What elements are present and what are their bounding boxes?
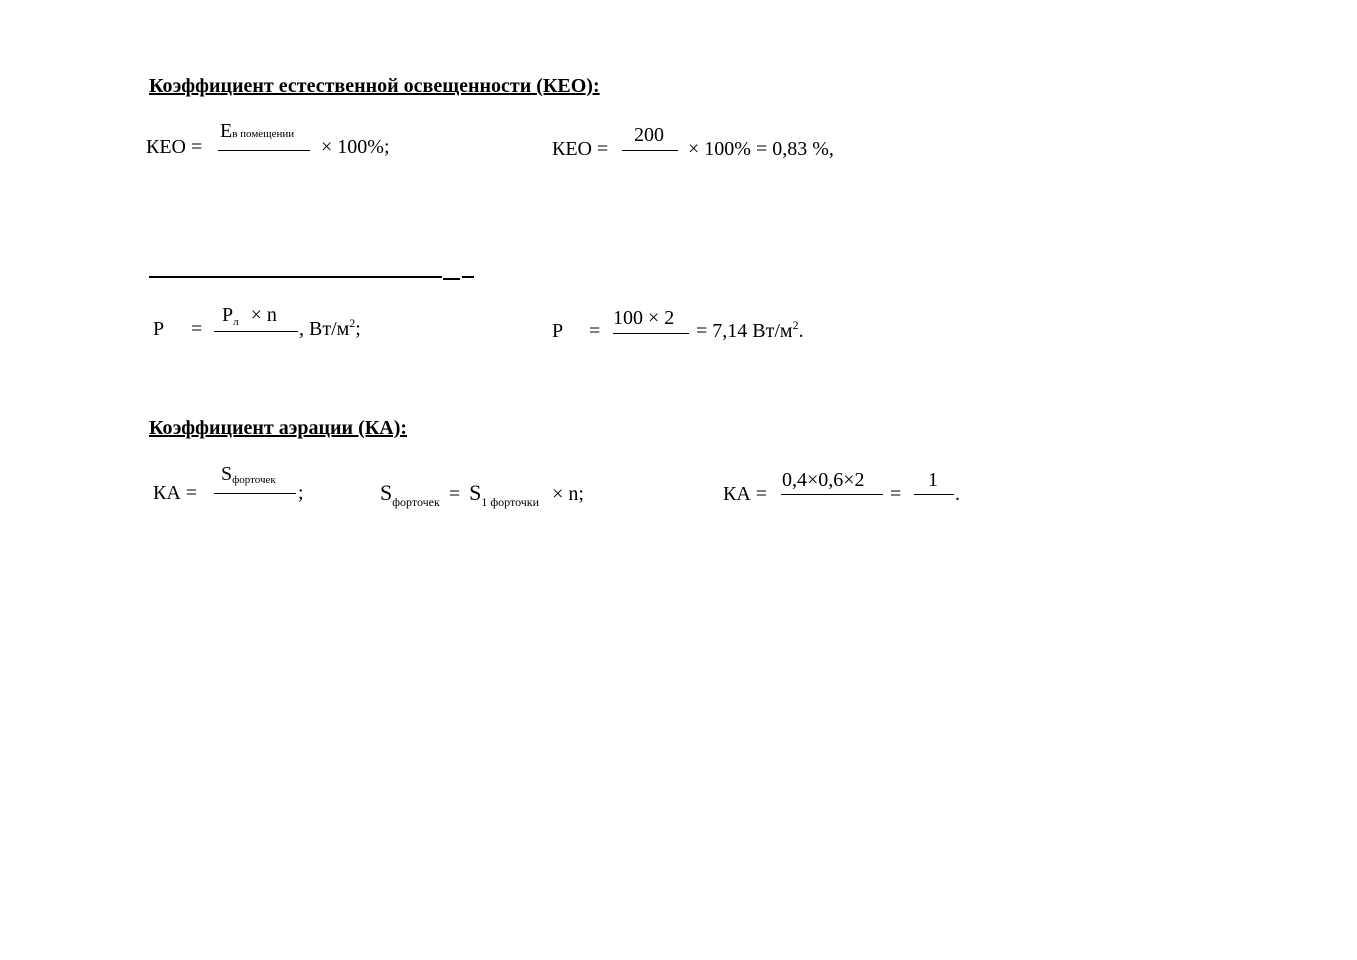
power-formula-eq: = — [191, 318, 203, 340]
keo-calc-fraction-line — [622, 150, 678, 151]
ka-calc-fraction-line — [781, 494, 883, 495]
ka-calc-eq: = — [890, 483, 902, 505]
section2-heading-underline-dash — [443, 278, 460, 280]
keo-calc-lhs: КЕО = — [552, 138, 609, 160]
power-formula-var: P — [153, 318, 165, 340]
power-calc-result: = 7,14 $Вт/м^2$. — [696, 318, 804, 342]
power-calc-var: P — [552, 320, 564, 342]
ka-calc-lhs: КА = — [723, 483, 768, 505]
ka-heading: Коэффициент аэрации (КА): — [149, 417, 408, 439]
ka-formula-tail: ; — [298, 482, 304, 504]
ka-calc-numerator: 0,4×0,6×2 — [782, 469, 865, 491]
ka-formula-fraction-line — [214, 493, 296, 494]
window-area-formula: $S_{форточек} = S_{1 форточки} \times n$; — [380, 480, 584, 509]
power-formula-unit: , $Вт/м^2$; — [299, 316, 361, 340]
power-formula-numerator: $P_л \times n$ — [222, 304, 277, 328]
keo-calc-numerator: 200 — [634, 124, 664, 146]
ka-formula-lhs: КА = — [153, 482, 198, 504]
keo-formula-tail: × 100%; — [321, 136, 390, 158]
power-calc-fraction-line — [613, 333, 689, 334]
keo-formula-numerator: Eв помещении — [220, 120, 295, 142]
ka-calc-numerator-2: 1 — [928, 469, 938, 491]
keo-heading: Коэффициент естественной освещенности (КЕО): — [149, 75, 600, 97]
ka-calc-fraction-line-2 — [914, 494, 954, 495]
power-calc-eq: = — [589, 320, 601, 342]
keo-formula-fraction-line — [218, 150, 310, 151]
section2-heading-underline — [149, 276, 442, 278]
section2-heading-underline-end — [462, 276, 474, 278]
ka-calc-tail: . — [955, 483, 960, 505]
power-formula-fraction-line — [214, 331, 298, 332]
keo-formula-lhs: КЕО = — [146, 136, 203, 158]
power-calc-numerator: 100 × 2 — [613, 307, 675, 329]
keo-calc-tail: × 100% = 0,83 %, — [688, 138, 834, 160]
ka-formula-numerator: Sфорточек — [221, 463, 276, 486]
